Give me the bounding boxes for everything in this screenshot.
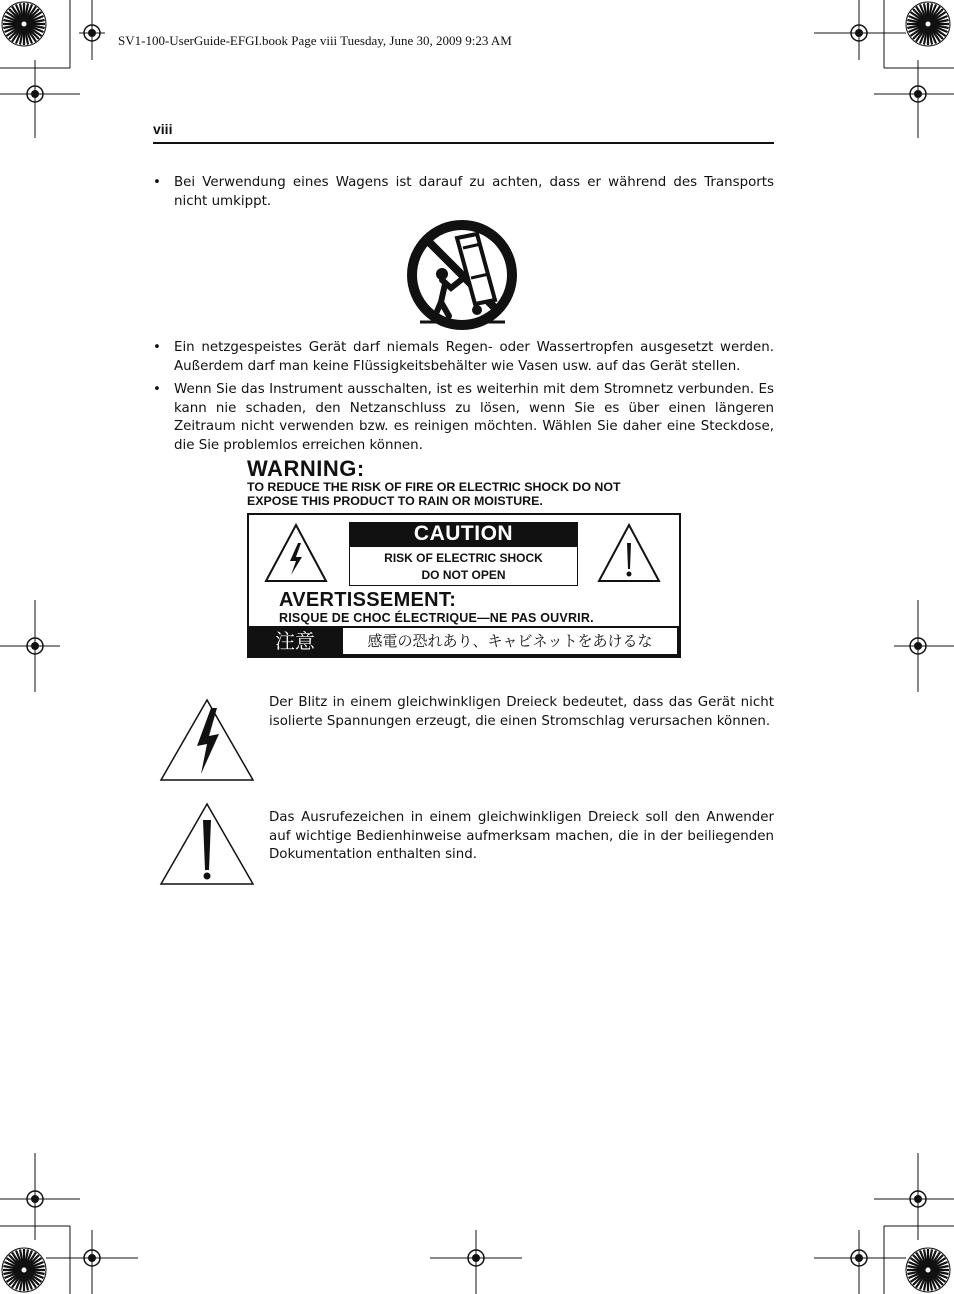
header-rule bbox=[153, 142, 774, 144]
exclamation-triangle-icon bbox=[159, 802, 255, 886]
caution-title: CAUTION bbox=[349, 522, 578, 546]
caution-line-2: DO NOT OPEN bbox=[421, 568, 506, 582]
caution-line-1: RISK OF ELECTRIC SHOCK bbox=[384, 551, 543, 565]
bullet-text: Wenn Sie das Instrument ausschalten, ist es weiterhin mit dem Stromnetz verbunden. Es kann nie schaden, den Netzanschluss zu lösen, wenn Sie es über einen längeren Zeitraum nicht verwenden bzw. es reinigen möchten. Wählen Sie daher eine Steckdose, die Sie problemlos erreichen können. bbox=[174, 382, 774, 453]
caution-body bbox=[349, 546, 578, 586]
lightning-triangle-icon bbox=[159, 698, 255, 782]
japanese-caution-title: 注意 bbox=[275, 629, 315, 653]
bullet-item-cart bbox=[153, 174, 774, 211]
bullet-text: Bei Verwendung eines Wagens ist darauf zu achten, dass er während des Transports nicht umkippt. bbox=[174, 175, 774, 209]
cart-tipover-icon bbox=[405, 218, 519, 332]
bullet-item-power bbox=[153, 381, 774, 455]
exclamation-triangle-icon bbox=[597, 523, 661, 583]
bullet-item-water bbox=[153, 339, 774, 376]
bullet-marker: • bbox=[153, 340, 161, 355]
exclamation-symbol-description: Das Ausrufezeichen in einem gleichwinkligen Dreieck soll den Anwender auf wichtige Bedienhinweise aufmerksam machen, die in der beiliegenden Dokumentation enthalten sind. bbox=[269, 810, 774, 863]
warning-title: WARNING: bbox=[247, 456, 365, 481]
bullet-marker: • bbox=[153, 382, 161, 397]
warning-label bbox=[247, 456, 681, 660]
bullet-text: Ein netzgespeistes Gerät darf niemals Regen- oder Wassertropfen ausgesetzt werden. Außerdem darf man keine Flüssigkeitsbehälter wie Vasen usw. auf das Gerät stellen. bbox=[174, 340, 774, 374]
lightning-triangle-icon bbox=[264, 523, 328, 583]
warning-text bbox=[247, 480, 687, 508]
bullet-marker: • bbox=[153, 175, 161, 190]
avertissement-title: AVERTISSEMENT: bbox=[279, 589, 457, 611]
lightning-symbol-description: Der Blitz in einem gleichwinkligen Dreieck bedeutet, dass das Gerät nicht isolierte Spannungen erzeugt, die einen Stromschlag verursachen können. bbox=[269, 695, 774, 729]
japanese-warning-bar bbox=[249, 626, 679, 656]
page-number: viii bbox=[153, 121, 173, 137]
warning-line-2: EXPOSE THIS PRODUCT TO RAIN OR MOISTURE. bbox=[247, 494, 543, 508]
print-header: SV1-100-UserGuide-EFGI.book Page viii Tuesday, June 30, 2009 9:23 AM bbox=[118, 33, 512, 48]
warning-line-1: TO REDUCE THE RISK OF FIRE OR ELECTRIC SHOCK DO NOT bbox=[247, 480, 621, 494]
avertissement-text: RISQUE DE CHOC ÉLECTRIQUE—NE PAS OUVRIR. bbox=[279, 611, 594, 625]
caution-frame bbox=[247, 513, 681, 658]
japanese-caution-text: 感電の恐れあり、キャビネットをあけるな bbox=[343, 628, 677, 654]
